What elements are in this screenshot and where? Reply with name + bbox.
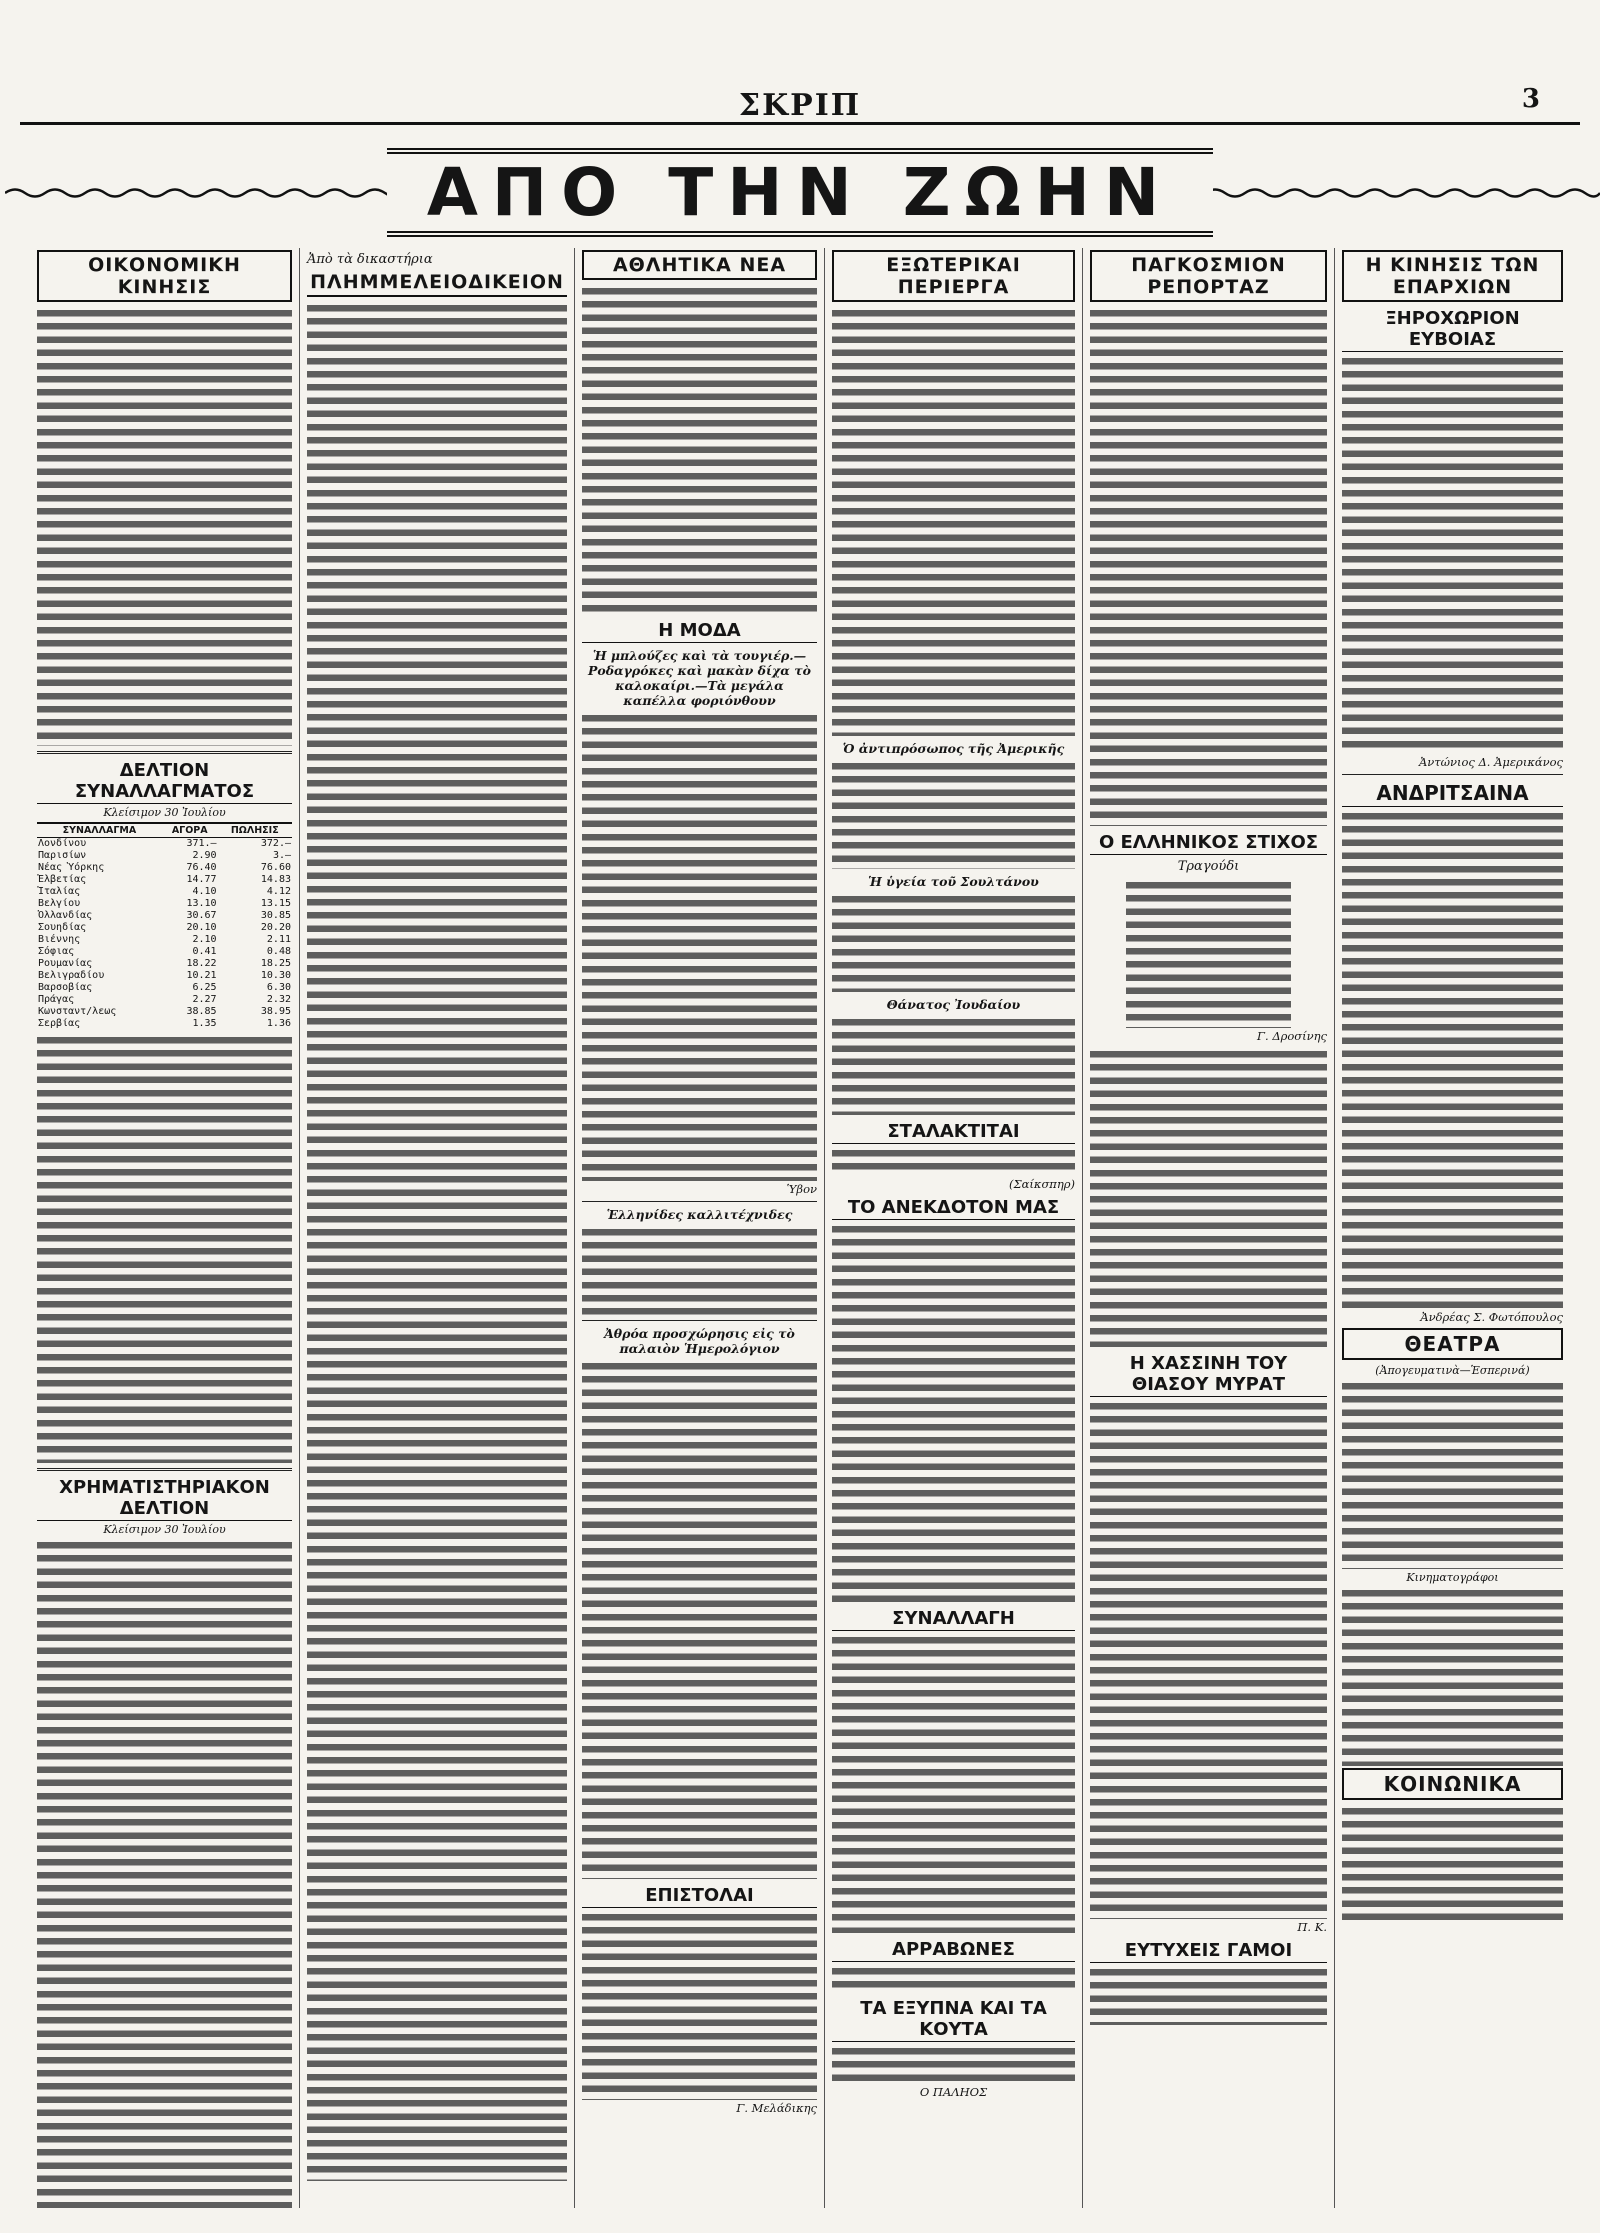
foreign-item-6: ΣΥΝΑΛΛΑΓΗ xyxy=(832,1608,1075,1631)
letters-heading: ΕΠΙΣΤΟΛΑΙ xyxy=(582,1885,817,1908)
fx-sell-cell: 76.60 xyxy=(260,862,291,873)
foreign-article-text xyxy=(832,306,1075,736)
letters-byline: Γ. Μελάδικης xyxy=(736,2101,817,2115)
court-heading: ΠΛΗΜΜΕΛΕΙΟΔΙΚΕΙΟΝ xyxy=(307,269,567,297)
fx-sell-cell: 1.36 xyxy=(266,1018,291,1029)
fx-table-row xyxy=(37,958,292,970)
fx-table-row xyxy=(37,1006,292,1018)
fx-table-row xyxy=(37,970,292,982)
fx-buy-cell: 13.10 xyxy=(186,898,217,909)
murat-signature: Π. Κ. xyxy=(1297,1920,1327,1934)
foreign-item-3-text xyxy=(832,1015,1075,1115)
foreign-item-7: ΑΡΡΑΒΩΝΕΣ xyxy=(832,1939,1075,1962)
banner xyxy=(180,148,1420,238)
fx-sell-cell: 2.32 xyxy=(266,994,291,1005)
foreign-item-7-text xyxy=(832,1964,1075,1992)
fx-currency-cell: Βελγίου xyxy=(38,898,81,909)
poem-section-heading: Ο ΕΛΛΗΝΙΚΟΣ ΣΤΙΧΟΣ xyxy=(1090,832,1327,855)
fx-currency-cell: Λονδίνου xyxy=(38,838,87,849)
sports-heading: ΑΘΛΗΤΙΚΑ ΝΕΑ xyxy=(582,250,817,280)
calendar-heading: Ἀθρόα προσχώρησις εἰς τὸ παλαιὸν Ἡμερολόγιον xyxy=(604,1326,795,1356)
social-heading: ΚΟΙΝΩΝΙΚΑ xyxy=(1342,1768,1563,1800)
fx-currency-cell: Βιέννης xyxy=(38,934,81,945)
page-number: 3 xyxy=(1521,84,1540,114)
fx-currency-cell: Σουηδίας xyxy=(38,922,87,933)
provinces-byline: Ἀντώνιος Δ. Ἀμερικάνος xyxy=(1418,755,1563,769)
column-court xyxy=(300,248,575,2208)
poem-title: Τραγούδι xyxy=(1177,859,1240,874)
beauty-article-text xyxy=(582,1225,817,1315)
cinema-subhead: Κινηματογράφοι xyxy=(1406,1571,1499,1584)
fx-table-row xyxy=(37,946,292,958)
fx-buy-cell: 38.85 xyxy=(186,1006,217,1017)
foreign-item-1: Ὁ ἀντιπρόσωπος τῆς Ἀμερικῆς xyxy=(842,741,1065,756)
fx-currency-cell: Σερβίας xyxy=(38,1018,81,1029)
foreign-item-4-text xyxy=(832,1146,1075,1176)
divider xyxy=(37,1468,292,1471)
fx-currency-cell: Ἑλβετίας xyxy=(38,874,87,885)
fx-currency-cell: Νέας Ὑόρκης xyxy=(38,862,105,873)
provinces-heading: Η ΚΙΝΗΣΙΣ ΤΩΝ ΕΠΑΡΧΙΩΝ xyxy=(1342,250,1563,302)
banner-box xyxy=(387,148,1213,237)
divider xyxy=(37,751,292,754)
column-foreign xyxy=(825,248,1083,2208)
foreign-item-3: Θάνατος Ἰουδαίου xyxy=(886,997,1021,1012)
fashion-heading: Η ΜΟΔΑ xyxy=(582,620,817,643)
column-provinces xyxy=(1335,248,1570,2208)
foreign-heading: ΕΞΩΤΕΡΙΚΑΙ ΠΕΡΙΕΡΓΑ xyxy=(832,250,1075,302)
poem-text xyxy=(1126,878,1292,1028)
foreign-item-1-text xyxy=(832,759,1075,869)
masthead-title: ΣΚΡΙΠ xyxy=(738,88,862,123)
economic-heading: ΟΙΚΟΝΟΜΙΚΗ ΚΙΝΗΣΙΣ xyxy=(37,250,292,302)
theatre-heading: ΘΕΑΤΡΑ xyxy=(1342,1328,1563,1360)
fx-table-row xyxy=(37,910,292,922)
economic-article-text xyxy=(37,306,292,746)
newspaper-columns xyxy=(30,248,1570,2208)
fx-buy-cell: 4.10 xyxy=(192,886,217,897)
fashion-kicker: Ἡ μπλούζες καὶ τὰ τουγιέρ.—Ροδαγρόκες καὶ μακὰν δίχα τὸ καλοκαίρι.—Τὰ μεγάλα καπέλλα φοριόνθουν xyxy=(587,648,812,708)
stock-bulletin-date: Κλείσιμον 30 Ἰουλίου xyxy=(103,1523,226,1536)
fx-table-row xyxy=(37,874,292,886)
fx-currency-cell: Βελιγραδίου xyxy=(38,970,105,981)
fx-sell-cell: 20.20 xyxy=(260,922,291,933)
foreign-item-2: Ἡ ὑγεία τοῦ Σουλτάνου xyxy=(868,874,1039,889)
fx-buy-cell: 2.90 xyxy=(192,850,217,861)
fx-table-row xyxy=(37,850,292,862)
fx-col-currency: ΣΥΝΑΛΛΑΓΜΑ xyxy=(37,823,162,838)
fx-table-row xyxy=(37,898,292,910)
fx-buy-cell: 10.21 xyxy=(186,970,217,981)
andritsaina-heading: ΑΝΔΡΙΤΣΑΙΝΑ xyxy=(1342,781,1563,807)
fx-sell-cell: 13.15 xyxy=(260,898,291,909)
sports-article-text xyxy=(582,284,817,614)
divider xyxy=(1342,774,1563,775)
fx-buy-cell: 1.35 xyxy=(192,1018,217,1029)
fx-bulletin-heading: ΔΕΛΤΙΟΝ ΣΥΝΑΛΛΑΓΜΑΤΟΣ xyxy=(37,760,292,804)
cinema-listing-text xyxy=(1342,1586,1563,1766)
fx-currency-cell: Πράγας xyxy=(38,994,75,1005)
fashion-article-text xyxy=(582,711,817,1181)
header-rule xyxy=(20,122,1580,125)
fx-currency-cell: Ἰταλίας xyxy=(38,886,81,897)
fx-table-row xyxy=(37,934,292,946)
fx-buy-cell: 2.27 xyxy=(192,994,217,1005)
banner-title: ΑΠΟ ΤΗΝ ΖΩΗΝ xyxy=(426,154,1174,231)
fx-buy-cell: 20.10 xyxy=(186,922,217,933)
fx-table-row xyxy=(37,982,292,994)
court-article-text xyxy=(307,301,567,2181)
fx-buy-cell: 6.25 xyxy=(192,982,217,993)
fx-col-buy: ΑΓΟΡΑ xyxy=(162,823,218,838)
fx-currency-cell: Κωνσταντ/λεως xyxy=(38,1006,117,1017)
foreign-item-4: ΣΤΑΛΑΚΤΙΤΑΙ xyxy=(832,1121,1075,1144)
social-article-text xyxy=(1342,1804,1563,1924)
fx-sell-cell: 2.11 xyxy=(266,934,291,945)
fx-currency-cell: Βαρσοβίας xyxy=(38,982,93,993)
page-header xyxy=(20,84,1580,128)
fx-buy-cell: 76.40 xyxy=(186,862,217,873)
world-heading: ΠΑΓΚΟΣΜΙΟΝ ΡΕΠΟΡΤΑΖ xyxy=(1090,250,1327,302)
fx-sell-cell: 14.83 xyxy=(260,874,291,885)
fx-table-row xyxy=(37,1018,292,1030)
column-economic xyxy=(30,248,300,2208)
provinces-article-text xyxy=(1342,354,1563,754)
world-article-text xyxy=(1090,306,1327,826)
fx-sell-cell: 0.48 xyxy=(266,946,291,957)
fx-buy-cell: 2.10 xyxy=(192,934,217,945)
andritsaina-article-text xyxy=(1342,809,1563,1309)
court-kicker: Ἀπὸ τὰ δικαστήρια xyxy=(307,252,433,267)
stock-listing-text xyxy=(37,1538,292,2208)
murat-article-text xyxy=(1090,1399,1327,1919)
foreign-byline: Ο ΠΑΛΗΟΣ xyxy=(919,2085,988,2099)
weddings-text xyxy=(1090,1965,1327,2025)
fx-sell-cell: 18.25 xyxy=(260,958,291,969)
fx-buy-cell: 14.77 xyxy=(186,874,217,885)
calendar-article-text xyxy=(582,1359,817,1879)
murat-heading: Η ΧΑΣΣΙΝΗ ΤΟΥ ΘΙΑΣΟΥ ΜΥΡΑΤ xyxy=(1090,1353,1327,1397)
fx-currency-cell: Ρουμανίας xyxy=(38,958,93,969)
fx-table-row xyxy=(37,886,292,898)
fx-buy-cell: 371.— xyxy=(186,838,217,849)
fx-table-row xyxy=(37,922,292,934)
foreign-item-8: ΤΑ ΕΞΥΠΝΑ ΚΑΙ ΤΑ ΚΟΥΤΑ xyxy=(832,1998,1075,2042)
fx-sell-cell: 372.— xyxy=(260,838,291,849)
stock-bulletin-heading: ΧΡΗΜΑΤΙΣΤΗΡΙΑΚΟΝ ΔΕΛΤΙΟΝ xyxy=(37,1477,292,1521)
fx-bulletin-date: Κλείσιμον 30 Ἰουλίου xyxy=(103,806,226,819)
theatre-listing-text xyxy=(1342,1379,1563,1569)
foreign-item-6-text xyxy=(832,1633,1075,1933)
foreign-item-2-text xyxy=(832,892,1075,992)
fx-sell-cell: 3.— xyxy=(272,850,291,861)
poem-author: Γ. Δροσίνης xyxy=(1257,1029,1327,1043)
beauty-heading: Ἑλληνίδες καλλιτέχνιδες xyxy=(606,1207,793,1222)
fx-sell-cell: 6.30 xyxy=(266,982,291,993)
fx-currency-cell: Ὀλλανδίας xyxy=(38,910,93,921)
column-sports xyxy=(575,248,825,2208)
andritsaina-byline: Ἀνδρέας Σ. Φωτόπουλος xyxy=(1420,1310,1563,1324)
foreign-item-5: ΤΟ ΑΝΕΚΔΟΤΟΝ ΜΑΣ xyxy=(832,1197,1075,1220)
fx-table-row xyxy=(37,862,292,874)
theatre-subhead: (Ἀπογευματινὰ—Ἑσπερινά) xyxy=(1375,1364,1530,1377)
world-notes-text xyxy=(1090,1047,1327,1347)
fx-buy-cell: 30.67 xyxy=(186,910,217,921)
fx-buy-cell: 18.22 xyxy=(186,958,217,969)
fx-buy-cell: 0.41 xyxy=(192,946,217,957)
divider xyxy=(582,1320,817,1321)
weddings-heading: ΕΥΤΥΧΕΙΣ ΓΑΜΟΙ xyxy=(1090,1940,1327,1963)
letters-article-text xyxy=(582,1910,817,2100)
fx-table-row xyxy=(37,994,292,1006)
fx-sell-cell: 10.30 xyxy=(260,970,291,981)
fx-sell-cell: 4.12 xyxy=(266,886,291,897)
foreign-item-4-byline: (Σαίκσπηρ) xyxy=(1009,1177,1075,1191)
foreign-item-8-text xyxy=(832,2044,1075,2084)
fx-table xyxy=(37,822,292,1030)
fx-table-body xyxy=(37,838,292,1031)
divider xyxy=(582,1201,817,1202)
fx-table-row xyxy=(37,838,292,851)
column-world xyxy=(1083,248,1335,2208)
fx-col-sell: ΠΩΛΗΣΙΣ xyxy=(218,823,292,838)
fx-currency-cell: Σόφιας xyxy=(38,946,75,957)
foreign-item-5-text xyxy=(832,1222,1075,1602)
fx-sell-cell: 38.95 xyxy=(260,1006,291,1017)
provinces-subhead: ΞΗΡΟΧΩΡΙΟΝ ΕΥΒΟΙΑΣ xyxy=(1342,308,1563,352)
economic-notes-text xyxy=(37,1033,292,1463)
fx-sell-cell: 30.85 xyxy=(260,910,291,921)
fashion-byline: Ὑβον xyxy=(786,1182,817,1196)
fx-currency-cell: Παρισίων xyxy=(38,850,87,861)
